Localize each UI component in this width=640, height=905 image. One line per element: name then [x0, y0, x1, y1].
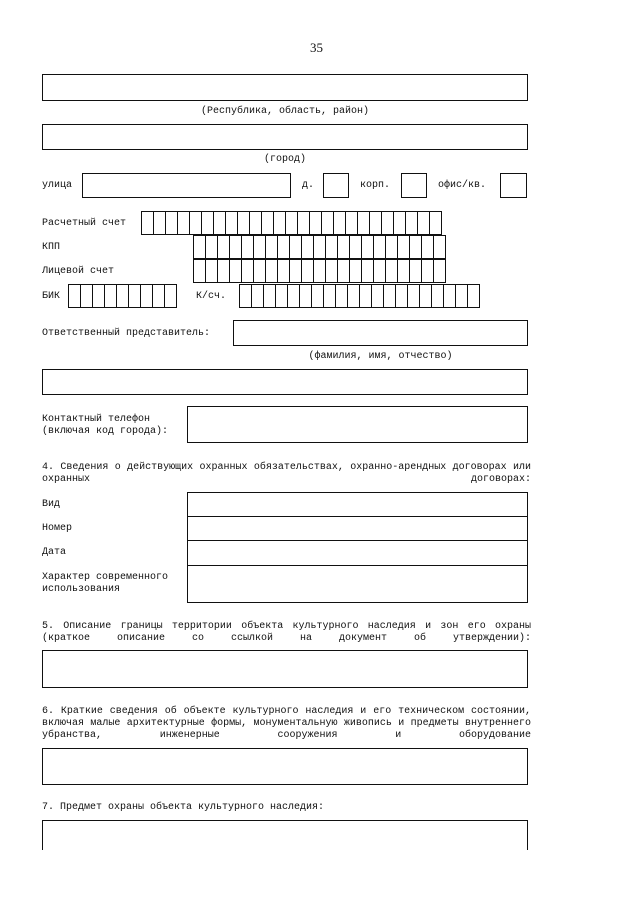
- account-label: Расчетный счет: [42, 218, 127, 229]
- date-label: Дата: [42, 547, 67, 558]
- section5-text: 5. Описание границы территории объекта культурного наследия и зон его охраны (краткое описание со ссылкой на документ об утверждении):: [42, 621, 531, 644]
- char-cell[interactable]: [429, 211, 442, 235]
- phone-label-line1: Контактный телефон: [42, 414, 151, 425]
- office-label: офис/кв.: [438, 180, 487, 191]
- usage-field[interactable]: [187, 565, 528, 603]
- account-cells[interactable]: [141, 211, 442, 235]
- building-label: корп.: [360, 180, 391, 191]
- personal-account-label: Лицевой счет: [42, 266, 115, 277]
- char-cell[interactable]: [164, 284, 177, 308]
- street-label: улица: [42, 180, 73, 191]
- protection-subject-field[interactable]: [42, 820, 528, 850]
- street-field[interactable]: [82, 173, 291, 198]
- usage-label-line1: Характер современного: [42, 572, 169, 583]
- usage-label-line2: использования: [42, 584, 121, 595]
- kpp-cells[interactable]: [193, 235, 446, 259]
- representative-caption: (фамилия, имя, отчество): [308, 351, 453, 362]
- number-field[interactable]: [187, 516, 528, 541]
- bik-label: БИК: [42, 291, 61, 302]
- region-caption: (Республика, область, район): [200, 106, 370, 117]
- char-cell[interactable]: [433, 259, 446, 283]
- personal-account-cells[interactable]: [193, 259, 446, 283]
- house-field[interactable]: [323, 173, 349, 198]
- section4-text: 4. Сведения о действующих охранных обязательствах, охранно-арендных договорах или охранных договорах:: [42, 462, 531, 485]
- boundary-description-field[interactable]: [42, 650, 528, 688]
- house-label: д.: [302, 180, 315, 191]
- kind-field[interactable]: [187, 492, 528, 517]
- technical-state-field[interactable]: [42, 748, 528, 785]
- city-caption: (город): [263, 154, 306, 165]
- region-field[interactable]: [42, 74, 528, 101]
- representative-field[interactable]: [233, 320, 528, 346]
- corr-account-label: К/сч.: [196, 291, 227, 302]
- office-field[interactable]: [500, 173, 527, 198]
- section6-text: 6. Краткие сведения об объекте культурного наследия и его техническом состоянии, включая малые архитектурные формы, монументальную живопись и предметы внутреннего убранства, инженерные сооружения и оборудование: [42, 706, 531, 741]
- kind-label: Вид: [42, 499, 61, 510]
- kpp-label: КПП: [42, 242, 61, 253]
- building-field[interactable]: [401, 173, 427, 198]
- page-number: 35: [310, 40, 323, 55]
- number-label: Номер: [42, 523, 73, 534]
- date-field[interactable]: [187, 540, 528, 566]
- char-cell[interactable]: [433, 235, 446, 259]
- phone-field[interactable]: [187, 406, 528, 443]
- representative-label: Ответственный представитель:: [42, 328, 211, 339]
- bik-cells[interactable]: [68, 284, 177, 308]
- char-cell[interactable]: [467, 284, 480, 308]
- city-field[interactable]: [42, 124, 528, 150]
- representative-name-field[interactable]: [42, 369, 528, 395]
- section7-text: 7. Предмет охраны объекта культурного наследия:: [42, 802, 325, 813]
- corr-account-cells[interactable]: [239, 284, 480, 308]
- phone-label-line2: (включая код города):: [42, 426, 169, 437]
